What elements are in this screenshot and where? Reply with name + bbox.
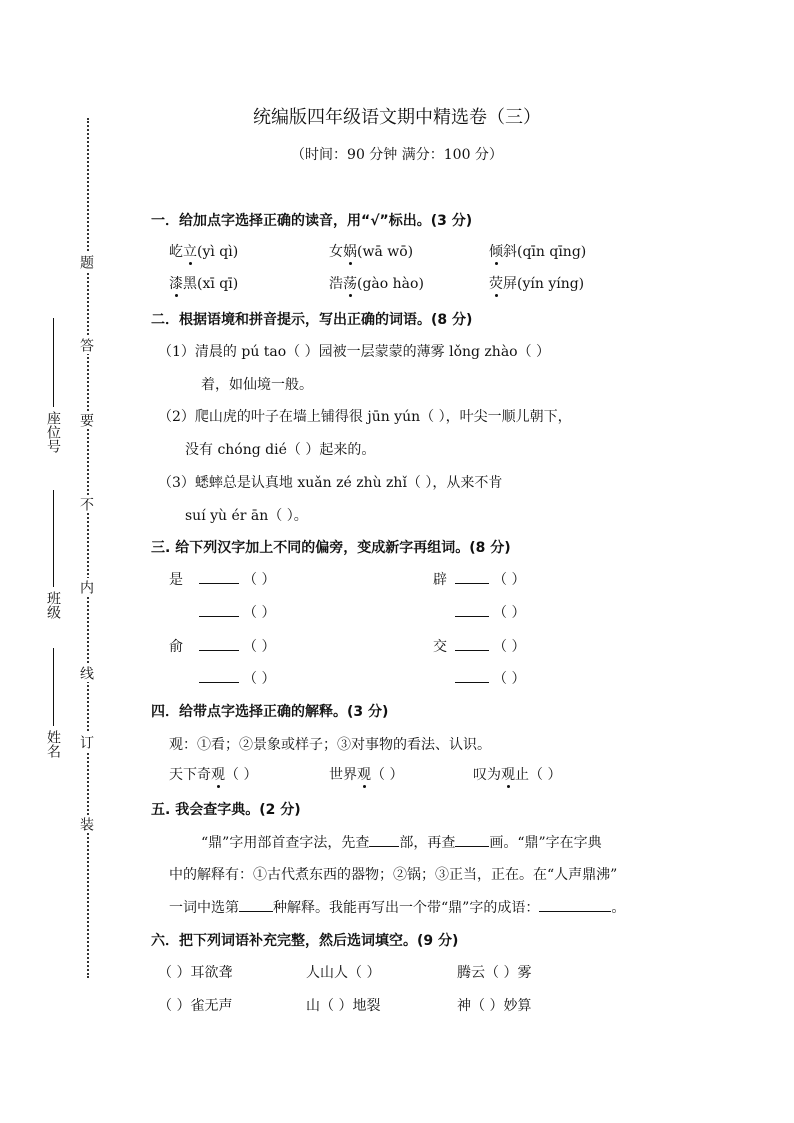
q3-char-1: 是: [169, 572, 183, 588]
q5-line-1: “鼎”字用部首查字法，先查 部，再查 画。“鼎”字在字典: [201, 832, 602, 852]
q3-char-3: 俞: [169, 639, 183, 655]
q3-blank[interactable]: [199, 602, 239, 617]
q3-row: （ ）: [199, 602, 275, 622]
margin-char-da: 答: [78, 338, 94, 352]
q5-blank-idiom[interactable]: [539, 897, 611, 912]
name-field-label: 姓名: [45, 730, 61, 758]
q3-row: （ ）: [199, 569, 275, 589]
page-title: 统编版四年级语文期中精选卷（三）: [253, 107, 541, 128]
q5-blank-strokes[interactable]: [455, 832, 489, 847]
class-field-label: 班级: [45, 591, 61, 619]
class-field-line[interactable]: [53, 490, 54, 587]
q1-heading: 一．给加点字选择正确的读音，用“√”标出。(3 分): [151, 213, 473, 229]
q3-blank[interactable]: [199, 668, 239, 683]
q6-item-3: 腾云（ ）雾: [457, 965, 532, 981]
q3-char-4: 交: [433, 639, 447, 655]
q4-definition: 观：①看；②景象或样子；③对事物的看法、认识。: [169, 737, 491, 753]
q3-row: （ ）: [455, 668, 525, 688]
q3-blank[interactable]: [455, 636, 489, 651]
q4-item-1: 天下奇观（ ）: [169, 767, 258, 783]
q5-blank-meaning[interactable]: [239, 897, 273, 912]
q3-blank[interactable]: [199, 636, 239, 651]
q2-line-2: 着，如仙境一般。: [201, 377, 313, 393]
q2-line-4: 没有 chóng dié（ ）起来的。: [185, 442, 376, 458]
q5-blank-radical[interactable]: [369, 832, 399, 847]
q4-item-3: 叹为观止（ ）: [473, 767, 562, 783]
q6-item-6: 神（ ）妙算: [457, 998, 532, 1014]
exam-time-score: （时间：90 分钟 满分：100 分）: [291, 147, 503, 163]
margin-char-yao: 要: [78, 413, 94, 427]
binding-dotted-line: [87, 118, 89, 978]
q3-row: （ ）: [455, 602, 525, 622]
margin-char-xian: 线: [78, 666, 94, 680]
q4-item-2: 世界观（ ）: [329, 767, 404, 783]
q1-item-5: 浩荡(gào hào): [329, 276, 424, 292]
q2-line-6: suí yù ér ān（ ）。: [185, 508, 308, 524]
q3-char-2: 辟: [433, 572, 447, 588]
q6-item-5: 山（ ）地裂: [306, 998, 381, 1014]
margin-char-bu: 不: [78, 497, 94, 511]
q3-row: （ ）: [455, 636, 525, 656]
q3-row: （ ）: [455, 569, 525, 589]
seat-field-label: 座位号: [45, 411, 61, 453]
q5-line-3: 一词中选第 种解释。我能再写出一个带“鼎”字的成语： 。: [169, 897, 625, 917]
q4-heading: 四．给带点字选择正确的解释。(3 分): [151, 704, 389, 720]
margin-char-zhuang: 装: [78, 817, 94, 831]
q2-line-5: （3）蟋蟀总是认真地 xuǎn zé zhù zhǐ（ ），从来不肯: [158, 475, 503, 491]
q1-item-4: 漆黑(xī qī): [169, 276, 239, 292]
name-field-line[interactable]: [53, 648, 54, 726]
q6-item-4: （ ）雀无声: [158, 998, 233, 1014]
q2-heading: 二．根据语境和拼音提示，写出正确的词语。(8 分): [151, 312, 473, 328]
margin-char-ti: 题: [78, 255, 94, 269]
q3-blank[interactable]: [455, 668, 489, 683]
q1-item-1: 屹立(yì qì): [169, 244, 239, 260]
seat-field-line[interactable]: [53, 318, 54, 407]
q3-blank[interactable]: [455, 569, 489, 584]
q5-heading: 五. 我会查字典。(2 分): [151, 802, 301, 818]
q3-heading: 三. 给下列汉字加上不同的偏旁，变成新字再组词。(8 分): [151, 540, 511, 556]
margin-char-nei: 内: [78, 580, 94, 594]
q3-blank[interactable]: [455, 602, 489, 617]
q3-row: （ ）: [199, 636, 275, 656]
q1-item-2: 女娲(wā wō): [329, 244, 414, 260]
q3-row: （ ）: [199, 668, 275, 688]
q3-blank[interactable]: [199, 569, 239, 584]
q2-line-1: （1）清晨的 pú tao（ ）园被一层蒙蒙的薄雾 lǒng zhào（ ）: [158, 344, 551, 360]
margin-char-ding: 订: [78, 735, 94, 749]
q5-line-2: 中的解释有：①古代煮东西的器物；②锅；③正当，正在。在“人声鼎沸”: [169, 867, 618, 883]
q1-item-3: 倾斜(qīn qīng): [489, 244, 587, 260]
q6-heading: 六．把下列词语补充完整，然后选词填空。(9 分): [151, 933, 459, 949]
q6-item-2: 人山人（ ）: [306, 965, 381, 981]
q1-item-6: 荧屏(yín yíng): [489, 276, 585, 292]
q2-line-3: （2）爬山虎的叶子在墙上铺得很 jūn yún（ ），叶尖一顺儿朝下，: [158, 409, 572, 425]
q6-item-1: （ ）耳欲聋: [158, 965, 233, 981]
